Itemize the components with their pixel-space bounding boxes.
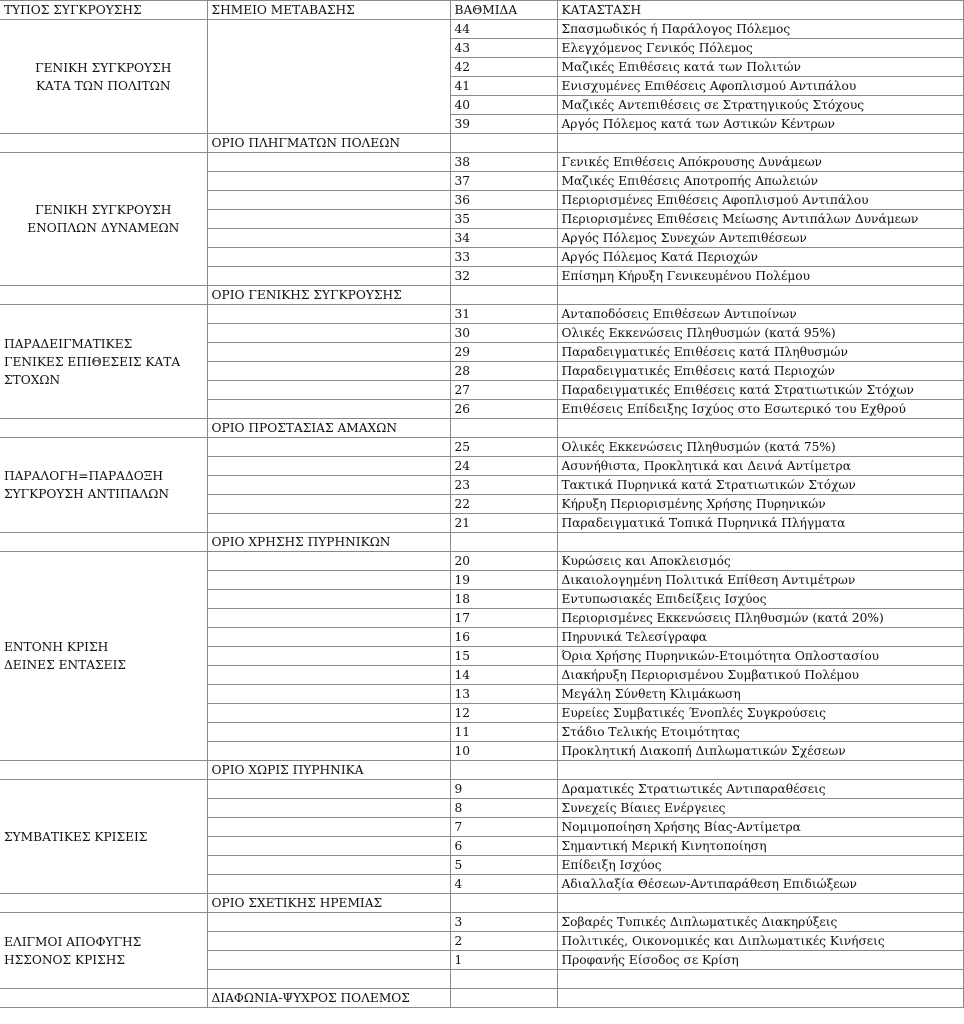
empty-type-cell [0, 134, 207, 153]
conflict-type-label [0, 438, 207, 533]
table-row [0, 438, 963, 457]
conflict-type-label [0, 305, 207, 419]
state-cell: Μεγάλη Σύνθετη Κλιμάκωση [557, 685, 963, 704]
threshold-row [0, 134, 963, 153]
empty-type-cell [0, 761, 207, 780]
transition-point-cell [207, 438, 450, 457]
empty-level-cell [450, 894, 557, 913]
transition-point-cell [207, 875, 450, 894]
transition-point-cell [207, 20, 450, 134]
state-cell: Πολιτικές, Οικονομικές και Διπλωματικές Κινήσεις [557, 932, 963, 951]
state-cell: Ολικές Εκκενώσεις Πληθυσμών (κατά 95%) [557, 324, 963, 343]
level-cell: 8 [450, 799, 557, 818]
conflict-type-label [0, 913, 207, 989]
level-cell: 5 [450, 856, 557, 875]
header-row [0, 1, 963, 20]
level-cell: 19 [450, 571, 557, 590]
level-cell: 2 [450, 932, 557, 951]
level-cell: 9 [450, 780, 557, 799]
conflict-type-line: ΕΛΙΓΜΟΙ ΑΠΟΦΥΓΗΣ [4, 934, 142, 949]
conflict-type-line: ΚΑΤΑ ΤΩΝ ΠΟΛΙΤΩΝ [35, 78, 171, 93]
conflict-type-line: ΕΝΤΟΝΗ ΚΡΙΣΗ [4, 640, 109, 654]
transition-point-cell [207, 628, 450, 647]
table-row [0, 305, 963, 324]
state-cell: Επιθέσεις Επίδειξης Ισχύος στο Εσωτερικό του Εχθρού [557, 400, 963, 419]
state-cell: Παραδειγματικές Επιθέσεις κατά Περιοχών [557, 362, 963, 381]
level-cell: 20 [450, 552, 557, 571]
state-cell: Κυρώσεις και Αποκλεισμός [557, 552, 963, 571]
level-cell: 28 [450, 362, 557, 381]
transition-point-cell [207, 780, 450, 799]
transition-point-cell [207, 400, 450, 419]
transition-point-cell [207, 153, 450, 172]
state-cell: Περιορισμένες Επιθέσεις Μείωσης Αντιπάλων Δυνάμεων [557, 210, 963, 229]
state-cell: Γενικές Επιθέσεις Απόκρουσης Δυνάμεων [557, 153, 963, 172]
threshold-row [0, 286, 963, 305]
state-cell: Εντυπωσιακές Επιδείξεις Ισχύος [557, 590, 963, 609]
state-cell: Τακτικά Πυρηνικά κατά Στρατιωτικών Στόχων [557, 476, 963, 495]
transition-point-cell [207, 970, 450, 989]
transition-point-cell [207, 552, 450, 571]
empty-type-cell [0, 989, 207, 1008]
level-cell: 41 [450, 77, 557, 96]
level-cell: 34 [450, 229, 557, 248]
level-cell: 25 [450, 438, 557, 457]
threshold-label: ΟΡΙΟ ΧΡΗΣΗΣ ΠΥΡΗΝΙΚΩΝ [207, 533, 450, 552]
state-cell: Δραματικές Στρατιωτικές Αντιπαραθέσεις [557, 780, 963, 799]
threshold-label: ΟΡΙΟ ΓΕΝΙΚΗΣ ΣΥΓΚΡΟΥΣΗΣ [207, 286, 450, 305]
state-cell: Ευρείες Συμβατικές Ένοπλές Συγκρούσεις [557, 704, 963, 723]
transition-point-cell [207, 267, 450, 286]
level-cell: 27 [450, 381, 557, 400]
transition-point-cell [207, 609, 450, 628]
level-cell: 43 [450, 39, 557, 58]
empty-state-cell [557, 761, 963, 780]
level-cell: 15 [450, 647, 557, 666]
transition-point-cell [207, 343, 450, 362]
level-cell: 18 [450, 590, 557, 609]
empty-state-cell [557, 134, 963, 153]
conflict-type-line: ΠΑΡΑΛΟΓΗ=ΠΑΡΑΔΟΞΗ [4, 469, 163, 483]
empty-level-cell [450, 419, 557, 438]
transition-point-cell [207, 457, 450, 476]
transition-point-cell [207, 324, 450, 343]
table-row [0, 780, 963, 799]
state-cell: Μαζικές Επιθέσεις κατά των Πολιτών [557, 58, 963, 77]
conflict-type-label [0, 552, 207, 761]
level-cell: 24 [450, 457, 557, 476]
state-cell: Δικαιολογημένη Πολιτικά Επίθεση Αντιμέτρων [557, 571, 963, 590]
transition-point-cell [207, 210, 450, 229]
transition-point-cell [207, 856, 450, 875]
conflict-type-line: ΣΤΟΧΩΝ [4, 372, 61, 387]
header-state: ΚΑΤΑΣΤΑΣΗ [557, 1, 963, 20]
level-cell: 26 [450, 400, 557, 419]
state-cell: Ελεγχόμενος Γενικός Πόλεμος [557, 39, 963, 58]
table-row [0, 913, 963, 932]
transition-point-cell [207, 951, 450, 970]
empty-level-cell [450, 761, 557, 780]
conflict-type-label [0, 20, 207, 134]
state-cell: Μαζικές Επιθέσεις Αποτροπής Απωλειών [557, 172, 963, 191]
level-cell: 16 [450, 628, 557, 647]
level-cell: 21 [450, 514, 557, 533]
threshold-label: ΔΙΑΦΩΝΙΑ-ΨΥΧΡΟΣ ΠΟΛΕΜΟΣ [207, 989, 450, 1008]
transition-point-cell [207, 229, 450, 248]
transition-point-cell [207, 818, 450, 837]
conflict-type-line: ΕΝΟΠΛΩΝ ΔΥΝΑΜΕΩΝ [27, 221, 180, 235]
empty-state-cell [557, 533, 963, 552]
level-cell: 37 [450, 172, 557, 191]
empty-state-cell [557, 989, 963, 1008]
level-cell: 23 [450, 476, 557, 495]
transition-point-cell [207, 837, 450, 856]
level-cell: 7 [450, 818, 557, 837]
level-cell: 39 [450, 115, 557, 134]
state-cell: Διακήρυξη Περιορισμένου Συμβατικού Πολέμου [557, 666, 963, 685]
empty-level-cell [450, 286, 557, 305]
transition-point-cell [207, 647, 450, 666]
level-cell: 40 [450, 96, 557, 115]
threshold-row [0, 533, 963, 552]
table-body [0, 20, 963, 1008]
transition-point-cell [207, 305, 450, 324]
conflict-type-line: ΓΕΝΙΚΕΣ ΕΠΙΘΕΣΕΙΣ ΚΑΤΑ [4, 354, 181, 369]
level-cell: 35 [450, 210, 557, 229]
level-cell: 14 [450, 666, 557, 685]
transition-point-cell [207, 172, 450, 191]
transition-point-cell [207, 495, 450, 514]
conflict-type-line: ΔΕΙΝΕΣ ΕΝΤΑΣΕΙΣ [4, 658, 126, 672]
empty-state-cell [557, 419, 963, 438]
level-cell: 17 [450, 609, 557, 628]
level-cell [450, 970, 557, 989]
threshold-row [0, 894, 963, 913]
state-cell: Αργός Πόλεμος Κατά Περιοχών [557, 248, 963, 267]
state-cell: Επίδειξη Ισχύος [557, 856, 963, 875]
level-cell: 10 [450, 742, 557, 761]
state-cell: Παραδειγματικές Επιθέσεις κατά Πληθυσμών [557, 343, 963, 362]
state-cell: Νομιμοποίηση Χρήσης Βίας-Αντίμετρα [557, 818, 963, 837]
conflict-type-label [0, 153, 207, 286]
threshold-row [0, 989, 963, 1008]
state-cell: Παραδειγματικά Τοπικά Πυρηνικά Πλήγματα [557, 514, 963, 533]
threshold-label: ΟΡΙΟ ΣΧΕΤΙΚΗΣ ΗΡΕΜΙΑΣ [207, 894, 450, 913]
transition-point-cell [207, 381, 450, 400]
conflict-type-label [0, 780, 207, 894]
state-cell: Ασυνήθιστα, Προκλητικά και Δεινά Αντίμετρα [557, 457, 963, 476]
empty-state-cell [557, 894, 963, 913]
empty-type-cell [0, 419, 207, 438]
level-cell: 31 [450, 305, 557, 324]
header-transition-point: ΣΗΜΕΙΟ ΜΕΤΑΒΑΣΗΣ [207, 1, 450, 20]
empty-state-cell [557, 286, 963, 305]
empty-type-cell [0, 894, 207, 913]
level-cell: 6 [450, 837, 557, 856]
threshold-label: ΟΡΙΟ ΠΡΟΣΤΑΣΙΑΣ ΑΜΑΧΩΝ [207, 419, 450, 438]
threshold-label: ΟΡΙΟ ΠΛΗΓΜΑΤΩΝ ΠΟΛΕΩΝ [207, 134, 450, 153]
state-cell: Σπασμωδικός ή Παράλογος Πόλεμος [557, 20, 963, 39]
level-cell: 29 [450, 343, 557, 362]
state-cell: Αργός Πόλεμος Συνεχών Αντεπιθέσεων [557, 229, 963, 248]
state-cell: Μαζικές Αντεπιθέσεις σε Στρατηγικούς Στόχους [557, 96, 963, 115]
empty-type-cell [0, 286, 207, 305]
transition-point-cell [207, 932, 450, 951]
transition-point-cell [207, 799, 450, 818]
state-cell: Κήρυξη Περιορισμένης Χρήσης Πυρηνικών [557, 495, 963, 514]
state-cell: Ανταποδόσεις Επιθέσεων Αντιποίνων [557, 305, 963, 324]
state-cell [557, 970, 963, 989]
level-cell: 13 [450, 685, 557, 704]
empty-type-cell [0, 533, 207, 552]
state-cell: Όρια Χρήσης Πυρηνικών-Ετοιμότητα Οπλοστασίου [557, 647, 963, 666]
transition-point-cell [207, 742, 450, 761]
table-row [0, 552, 963, 571]
level-cell: 42 [450, 58, 557, 77]
empty-level-cell [450, 989, 557, 1008]
header-level: ΒΑΘΜΙΔΑ [450, 1, 557, 20]
level-cell: 22 [450, 495, 557, 514]
transition-point-cell [207, 723, 450, 742]
transition-point-cell [207, 362, 450, 381]
transition-point-cell [207, 913, 450, 932]
transition-point-cell [207, 248, 450, 267]
table-row [0, 153, 963, 172]
conflict-type-line: ΗΣΣΟΝΟΣ ΚΡΙΣΗΣ [4, 952, 125, 967]
level-cell: 12 [450, 704, 557, 723]
level-cell: 44 [450, 20, 557, 39]
table-row [0, 20, 963, 39]
header-conflict-type: ΤΥΠΟΣ ΣΥΓΚΡΟΥΣΗΣ [0, 1, 207, 20]
transition-point-cell [207, 571, 450, 590]
state-cell: Σοβαρές Τυπικές Διπλωματικές Διακηρύξεις [557, 913, 963, 932]
state-cell: Παραδειγματικές Επιθέσεις κατά Στρατιωτικών Στόχων [557, 381, 963, 400]
state-cell: Προφανής Είσοδος σε Κρίση [557, 951, 963, 970]
transition-point-cell [207, 191, 450, 210]
state-cell: Αδιαλλαξία Θέσεων-Αντιπαράθεση Επιδιώξεων [557, 875, 963, 894]
empty-level-cell [450, 533, 557, 552]
state-cell: Σημαντική Μερική Κινητοποίηση [557, 837, 963, 856]
level-cell: 3 [450, 913, 557, 932]
threshold-row [0, 761, 963, 780]
transition-point-cell [207, 666, 450, 685]
state-cell: Ενισχυμένες Επιθέσεις Αφοπλισμού Αντιπάλου [557, 77, 963, 96]
level-cell: 36 [450, 191, 557, 210]
conflict-type-line: ΠΑΡΑΔΕΙΓΜΑΤΙΚΕΣ [4, 336, 133, 351]
threshold-label: ΟΡΙΟ ΧΩΡΙΣ ΠΥΡΗΝΙΚΑ [207, 761, 450, 780]
level-cell: 11 [450, 723, 557, 742]
state-cell: Περιορισμένες Εκκενώσεις Πληθυσμών (κατά 20%) [557, 609, 963, 628]
state-cell: Αργός Πόλεμος κατά των Αστικών Κέντρων [557, 115, 963, 134]
level-cell: 38 [450, 153, 557, 172]
threshold-row [0, 419, 963, 438]
state-cell: Επίσημη Κήρυξη Γενικευμένου Πολέμου [557, 267, 963, 286]
transition-point-cell [207, 590, 450, 609]
level-cell: 33 [450, 248, 557, 267]
level-cell: 1 [450, 951, 557, 970]
level-cell: 32 [450, 267, 557, 286]
transition-point-cell [207, 514, 450, 533]
conflict-type-line: ΣΥΓΚΡΟΥΣΗ ΑΝΤΙΠΑΛΩΝ [4, 487, 169, 501]
transition-point-cell [207, 685, 450, 704]
empty-level-cell [450, 134, 557, 153]
conflict-type-line: ΓΕΝΙΚΗ ΣΥΓΚΡΟΥΣΗ [35, 203, 172, 217]
transition-point-cell [207, 476, 450, 495]
state-cell: Προκλητική Διακοπή Διπλωματικών Σχέσεων [557, 742, 963, 761]
level-cell: 30 [450, 324, 557, 343]
transition-point-cell [207, 704, 450, 723]
state-cell: Πηρυνικά Τελεσίγραφα [557, 628, 963, 647]
state-cell: Ολικές Εκκενώσεις Πληθυσμών (κατά 75%) [557, 438, 963, 457]
state-cell: Περιορισμένες Επιθέσεις Αφοπλισμού Αντιπάλου [557, 191, 963, 210]
level-cell: 4 [450, 875, 557, 894]
state-cell: Συνεχείς Βίαιες Ενέργειες [557, 799, 963, 818]
conflict-type-line: ΓΕΝΙΚΗ ΣΥΓΚΡΟΥΣΗ [35, 60, 172, 75]
conflict-type-line: ΣΥΜΒΑΤΙΚΕΣ ΚΡΙΣΕΙΣ [4, 829, 148, 844]
state-cell: Στάδιο Τελικής Ετοιμότητας [557, 723, 963, 742]
